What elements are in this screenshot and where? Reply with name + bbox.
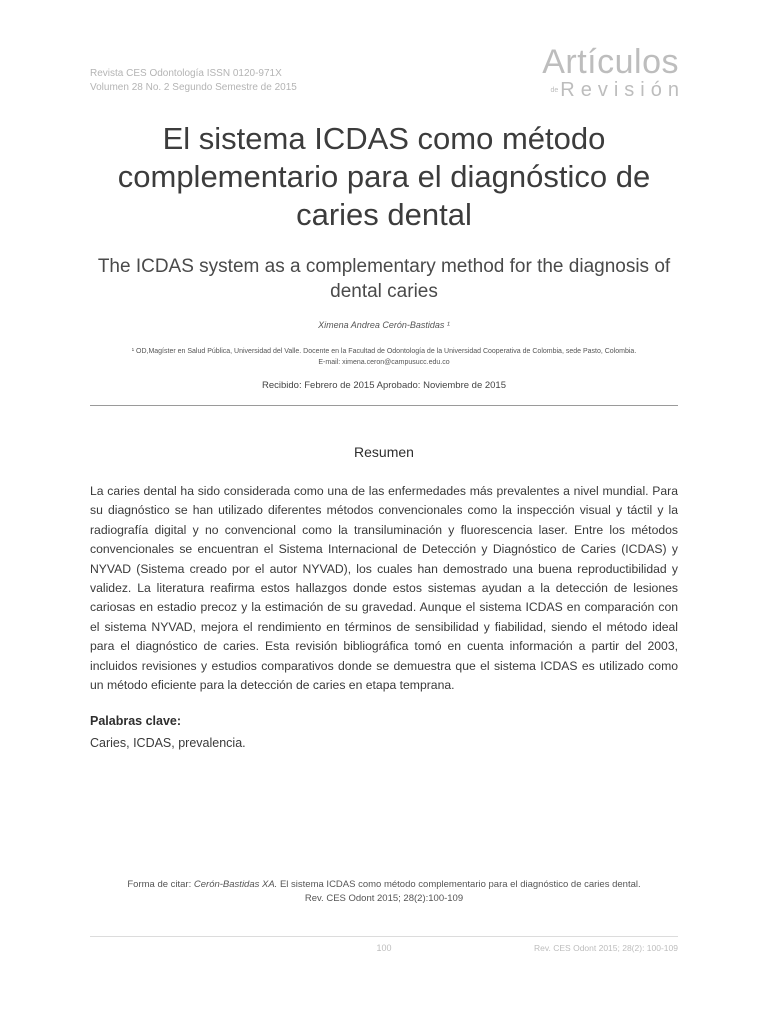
header-divider [90, 405, 678, 406]
brand-revision-line [542, 80, 685, 101]
footer-reference: Rev. CES Odont 2015; 28(2): 100-109 [534, 943, 678, 953]
author-name: Ximena Andrea Cerón-Bastidas ¹ [318, 320, 450, 330]
journal-issn: Revista CES Odontología ISSN 0120-971X [90, 68, 282, 79]
brand-de: de [550, 86, 559, 94]
citation-source: Rev. CES Odont 2015; 28(2):100-109 [304, 893, 464, 904]
citation-line1 [90, 878, 678, 892]
page-number: 100 [376, 943, 392, 953]
journal-info [90, 67, 297, 95]
citation-author: Cerón-Bastidas XA. [193, 879, 278, 890]
brand-revision: Revisión [560, 79, 685, 101]
keywords-label: Palabras clave: [90, 714, 182, 728]
article-title-en: The ICDAS system as a complementary method for the diagnosis of dental caries [97, 256, 671, 302]
abstract-heading: Resumen [354, 444, 414, 460]
keywords-text: Caries, ICDAS, prevalencia. [90, 736, 246, 750]
article-title-es: El sistema ICDAS como método complementario para el diagnóstico de caries dental [117, 121, 651, 232]
author-affiliation [90, 346, 678, 368]
received-approved-dates: Recibido: Febrero de 2015 Aprobado: Noviembre de 2015 [262, 380, 506, 391]
affiliation-text: ¹ OD,Magíster en Salud Pública, Universidad del Valle. Docente en la Facultad de Odontología de la Universidad Cooperativa de Colombia, sede Pasto, Colombia. [131, 348, 637, 355]
citation-prefix: Forma de citar: [127, 879, 194, 890]
brand-articulos: Artículos [542, 43, 679, 81]
journal-volume: Volumen 28 No. 2 Segundo Semestre de 2015 [90, 82, 297, 93]
citation-block [90, 878, 678, 906]
abstract-body: La caries dental ha sido considerada como una de las enfermedades más prevalentes a nivel mundial. Para su diagnóstico se han utilizado diferentes métodos convencionales como la inspección visual y táctil y la radiografía digital y no convencional como la transiluminación y fluorescencia laser. Entre los métodos convencionales se encuentran el Sistema Internacional de Detección y Diagnóstico de Caries (ICDAS) y NYVAD (Sistema creado por el autor NYVAD), los cuales han demostrado una buena reproductibilidad y validez. La literatura reafirma estos hallazgos donde estos sistemas ayudan a la detección de lesiones cariosas en estadio precoz y la estimación de su gravedad. Aunque el sistema ICDAS en comparación con el sistema NYVAD, mejora el rendimiento en términos de sensibilidad y fiabilidad, siendo el método ideal para el diagnóstico de caries. Esta revisión bibliográfica tomó en cuenta información a partir del 2003, incluidos revisiones y estudios comparativos donde se demuestra que el sistema ICDAS es utilizado como un método eficiente para la detección de caries en etapa temprana. [90, 484, 678, 693]
section-brand [542, 43, 685, 101]
footer-divider [90, 936, 678, 937]
citation-title: El sistema ICDAS como método complementario para el diagnóstico de caries dental. [277, 879, 641, 890]
author-email: E-mail: ximena.ceron@campusucc.edu.co [318, 359, 450, 366]
